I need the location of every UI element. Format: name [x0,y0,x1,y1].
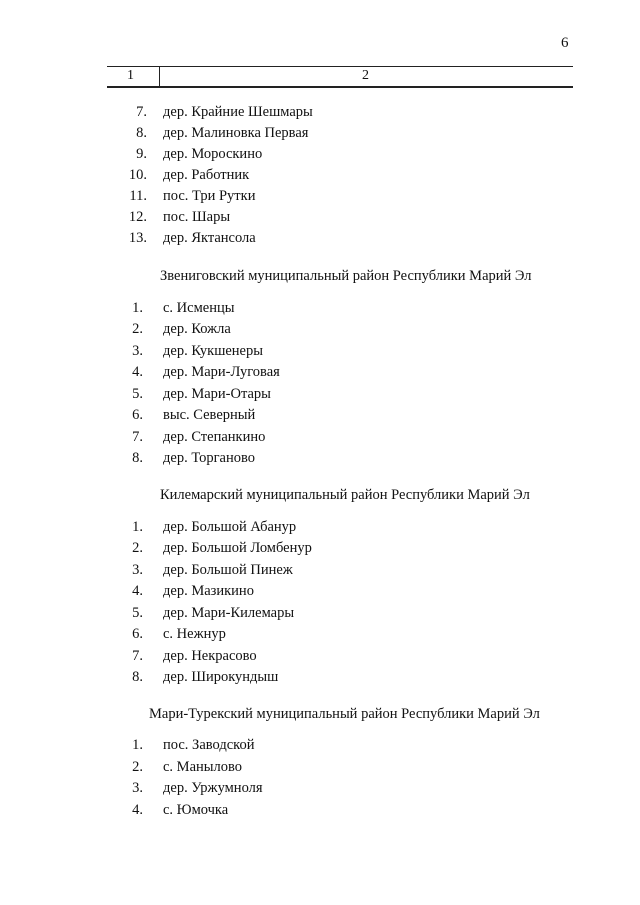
settlement-name: дер. Уржумноля [163,780,263,796]
item-number: 3. [132,780,143,796]
item-number: 8. [136,125,147,141]
settlement-name: с. Юмочка [163,802,229,818]
settlement-name: с. Нежнур [163,626,226,642]
settlement-name: дер. Большой Пинеж [163,562,293,578]
settlement-name: с. Манылово [163,759,242,775]
settlement-name: дер. Кожла [163,321,231,337]
settlement-name: дер. Работник [163,167,250,183]
page-number: 6 [561,35,569,51]
item-number: 5. [132,386,143,402]
district-heading: Килемарский муниципальный район Республики Марий Эл [160,487,530,503]
item-number: 4. [132,583,143,599]
column-header-2: 2 [362,68,369,83]
item-number: 7. [132,648,143,664]
table-column-divider [159,66,160,88]
item-number: 6. [132,407,143,423]
item-number: 4. [132,802,143,818]
settlement-name: дер. Широкундыш [163,669,279,685]
settlement-name: пос. Заводской [163,737,255,753]
settlement-name: выс. Северный [163,407,256,423]
item-number: 10. [128,167,147,183]
settlement-name: дер. Мари-Луговая [163,364,280,380]
column-header-1: 1 [127,68,134,83]
item-number: 7. [132,429,143,445]
item-number: 7. [136,104,147,120]
column-header-table [107,66,573,88]
settlement-name: дер. Большой Ломбенур [163,540,312,556]
item-number: 9. [136,146,147,162]
item-number: 13. [128,230,147,246]
item-number: 2. [132,321,143,337]
item-number: 8. [132,669,143,685]
settlement-name: дер. Яктансола [163,230,256,246]
district-heading: Мари-Турекский муниципальный район Республики Марий Эл [149,706,540,722]
settlement-name: пос. Шары [163,209,231,225]
settlement-name: пос. Три Рутки [163,188,256,204]
item-number: 2. [132,540,143,556]
settlement-name: дер. Мороскино [163,146,263,162]
item-number: 8. [132,450,143,466]
item-number: 1. [132,519,143,535]
settlement-name: дер. Торганово [163,450,255,466]
item-number: 3. [132,343,143,359]
settlement-name: дер. Степанкино [163,429,266,445]
settlement-name: дер. Мари-Отары [163,386,271,402]
item-number: 2. [132,759,143,775]
item-number: 12. [128,209,147,225]
table-top-rule [107,66,573,67]
settlement-name: с. Исменцы [163,300,235,316]
settlement-name: дер. Крайние Шешмары [163,104,313,120]
settlement-name: дер. Большой Абанур [163,519,297,535]
settlement-name: дер. Мари-Килемары [163,605,295,621]
item-number: 11. [129,188,147,204]
item-number: 1. [132,300,143,316]
item-number: 6. [132,626,143,642]
table-bottom-rule [107,86,573,88]
item-number: 5. [132,605,143,621]
settlement-name: дер. Кукшенеры [163,343,263,359]
district-heading: Звениговский муниципальный район Республики Марий Эл [160,268,532,284]
item-number: 3. [132,562,143,578]
settlement-name: дер. Малиновка Первая [163,125,309,141]
settlement-name: дер. Некрасово [163,648,257,664]
item-number: 4. [132,364,143,380]
item-number: 1. [132,737,143,753]
settlement-name: дер. Мазикино [163,583,254,599]
